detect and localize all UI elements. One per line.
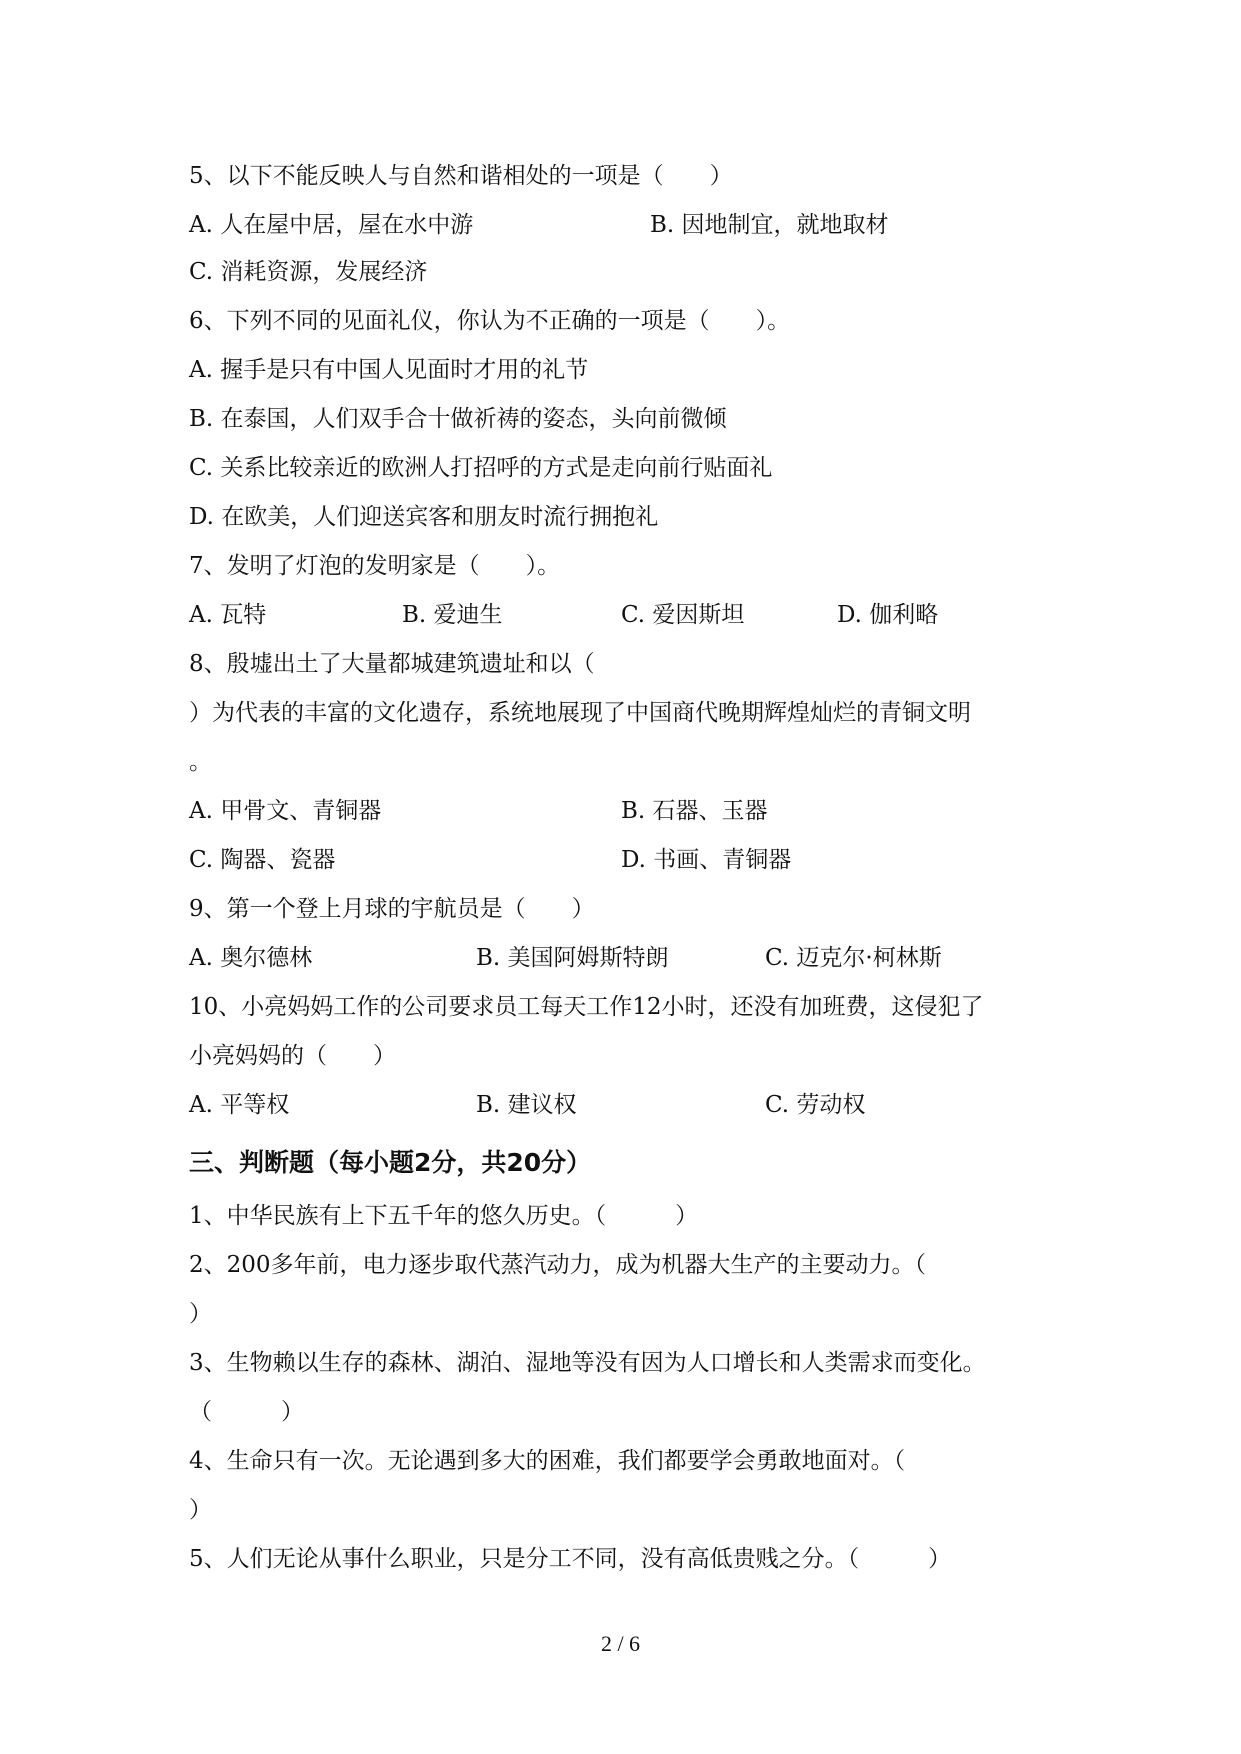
q7-option-b: B. 爱迪生 [402,602,503,628]
q10-option-b: B. 建议权 [476,1092,577,1118]
q5-stem: 5、以下不能反映人与自然和谐相处的一项是（ ） [189,163,733,189]
judge-5: 5、人们无论从事什么职业，只是分工不同，没有高低贵贱之分。（ ） [189,1546,952,1572]
q10-stem-line2: 小亮妈妈的（ ） [189,1043,396,1069]
q7-stem: 7、发明了灯泡的发明家是（ ）。 [189,553,561,579]
q5-option-c: C. 消耗资源，发展经济 [189,259,428,285]
q9-option-c: C. 迈克尔·柯林斯 [765,945,942,971]
q6-option-a: A. 握手是只有中国人见面时才用的礼节 [189,357,589,383]
judge-3-line1: 3、生物赖以生存的森林、湖泊、湿地等没有因为人口增长和人类需求而变化。 [189,1350,986,1376]
q7-option-d: D. 伽利略 [837,602,939,628]
q8-option-c: C. 陶器、瓷器 [189,847,336,873]
q6-stem: 6、下列不同的见面礼仪，你认为不正确的一项是（ ）。 [189,308,791,334]
q6-option-c: C. 关系比较亲近的欧洲人打招呼的方式是走向前行贴面礼 [189,455,773,481]
q7-option-a: A. 瓦特 [189,602,267,628]
q9-option-b: B. 美国阿姆斯特朗 [476,945,669,971]
q10-stem-line1: 10、小亮妈妈工作的公司要求员工每天工作12小时，还没有加班费，这侵犯了 [189,994,984,1020]
page-number: 2 / 6 [600,1631,641,1656]
q10-option-c: C. 劳动权 [765,1092,866,1118]
q8-stem-line3: 。 [189,749,212,775]
judge-4-line1: 4、生命只有一次。无论遇到多大的困难，我们都要学会勇敢地面对。（ [189,1448,906,1474]
judge-1: 1、中华民族有上下五千年的悠久历史。（ ） [189,1203,699,1229]
q9-stem: 9、第一个登上月球的宇航员是（ ） [189,896,595,922]
judge-4-line2: ） [189,1497,212,1523]
q7-option-c: C. 爱因斯坦 [621,602,745,628]
q8-option-a: A. 甲骨文、青铜器 [189,798,382,824]
q6-option-b: B. 在泰国，人们双手合十做祈祷的姿态，头向前微倾 [189,406,727,432]
q8-option-b: B. 石器、玉器 [621,798,768,824]
q9-option-a: A. 奥尔德林 [189,945,313,971]
section-3-heading: 三、判断题（每小题2分，共20分） [189,1148,592,1177]
q8-stem-line2: ）为代表的丰富的文化遗存，系统地展现了中国商代晚期辉煌灿烂的青铜文明 [189,700,971,726]
q6-option-d: D. 在欧美，人们迎送宾客和朋友时流行拥抱礼 [189,504,659,530]
judge-2-line2: ） [189,1301,212,1327]
q5-option-b: B. 因地制宜，就地取材 [650,212,889,238]
q5-option-a: A. 人在屋中居，屋在水中游 [189,212,474,238]
q8-stem-line1: 8、殷墟出土了大量都城建筑遗址和以（ [189,651,595,677]
q10-option-a: A. 平等权 [189,1092,290,1118]
q8-option-d: D. 书画、青铜器 [621,847,792,873]
judge-3-line2: （ ） [189,1399,304,1425]
judge-2-line1: 2、200多年前，电力逐步取代蒸汽动力，成为机器大生产的主要动力。（ [189,1252,927,1278]
